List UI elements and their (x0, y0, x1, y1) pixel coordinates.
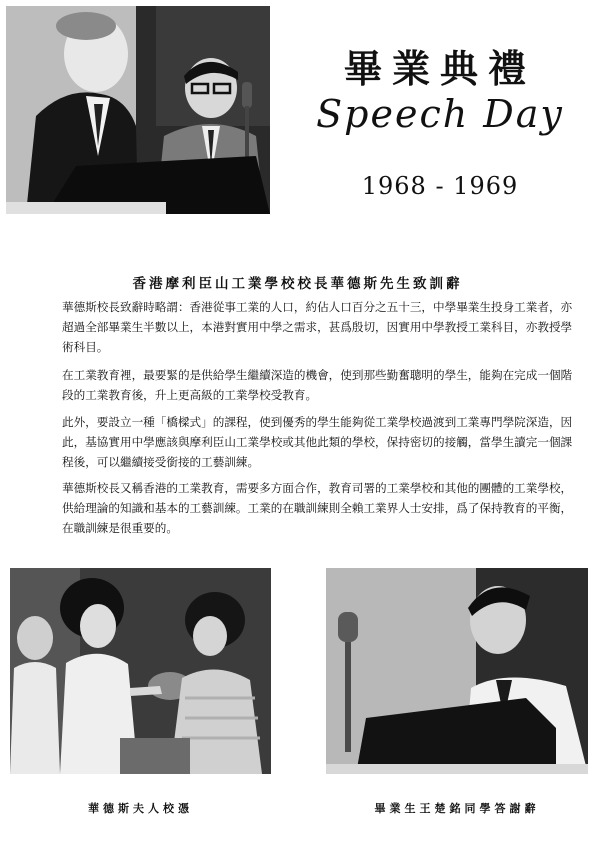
article-heading: 香港摩利臣山工業學校校長華德斯先生致訓辭 (132, 276, 463, 292)
student-speech-photo (326, 568, 588, 774)
speakers-photo (6, 6, 270, 214)
year-range: 1968 - 1969 (361, 172, 519, 200)
caption-left: 華德斯夫人校憑 (88, 802, 193, 815)
title-english: Speech Day (316, 92, 564, 136)
paragraph-3: 此外，要設立一種「橋樑式」的課程，使到優秀的學生能夠從工業學校過渡到工業專門學院深造，因此，基協實用中學應該與摩利臣山工業學校或其他此類的學校，保持密切的接觸，當學生讀完一個課程後，可以繼續接受銜接的工藝訓練。 (62, 415, 573, 469)
paragraph-1: 華德斯校長致辭時略謂：香港從事工業的人口，約佔人口百分之五十三，中學畢業生投身工業者，亦超過全部畢業生半數以上，本港對實用中學之需求，甚爲殷切，因實用中學教授工業科目，亦教授學術科目。 (62, 300, 573, 354)
prize-presentation-photo (10, 568, 271, 774)
paragraph-2: 在工業教育裡，最要緊的是供給學生繼續深造的機會，使到那些勤奮聰明的學生，能夠在完成一個階段的工業教育後，升上更高級的工業學校受教育。 (62, 368, 573, 402)
caption-right: 畢業生王楚銘同學答謝辭 (374, 802, 540, 815)
paragraph-4: 華德斯校長又稱香港的工業教育，需要多方面合作，教育司署的工業學校和其他的團體的工業學校，供給理論的知識和基本的工藝訓練。工業的在職訓練則全賴工業界人士安排，爲了保持教育的平衡，在職訓練是很重要的。 (62, 481, 573, 535)
title-chinese: 畢業典禮 (343, 46, 536, 91)
